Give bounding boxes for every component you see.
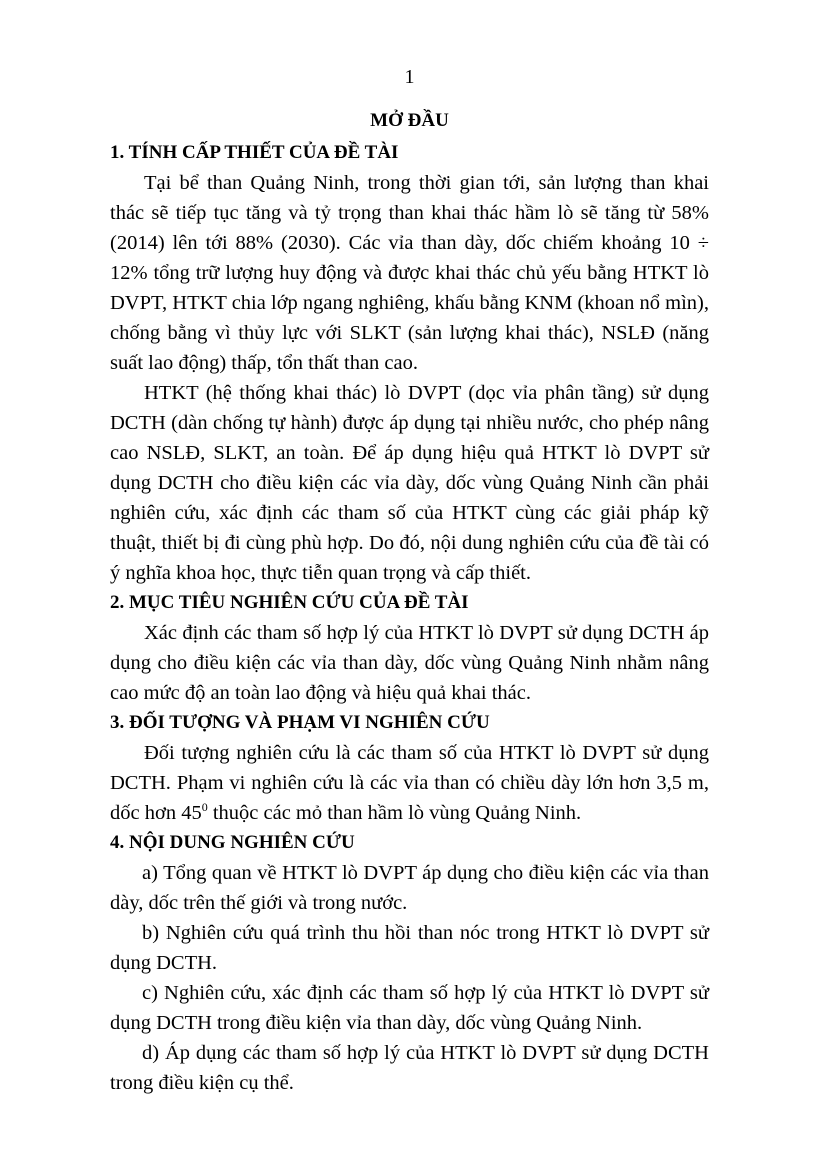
list-item: a) Tổng quan về HTKT lò DVPT áp dụng cho điều kiện các vỉa than dày, dốc trên thế giới và trong nước. [110,862,709,914]
list-item: b) Nghiên cứu quá trình thu hồi than nóc trong HTKT lò DVPT sử dụng DCTH. [110,922,709,974]
document-title: MỞ ĐẦU [370,110,449,131]
paragraph-text: Đối tượng nghiên cứu là các tham số của HTKT lò DVPT sử dụng DCTH. Phạm vi nghiên cứu là các vỉa than có chiều dày lớn hơn 3,5 m, dốc hơn 45 [110,742,709,824]
section-heading: 3. ĐỐI TƯỢNG VÀ PHẠM VI NGHIÊN CỨU [110,712,490,733]
list-item: d) Áp dụng các tham số hợp lý của HTKT lò DVPT sử dụng DCTH trong điều kiện cụ thể. [110,1042,709,1094]
section-objectives [110,588,709,708]
section-content [110,828,709,1098]
paragraph: Xác định các tham số hợp lý của HTKT lò DVPT sử dụng DCTH áp dụng cho điều kiện các vỉa than dày, dốc vùng Quảng Ninh nhằm nâng cao mức độ an toàn lao động và hiệu quả khai thác. [110,622,709,704]
degree-superscript: 0 [201,800,208,815]
paragraph-text: thuộc các mỏ than hầm lò vùng Quảng Ninh. [207,802,582,824]
section-heading: 1. TÍNH CẤP THIẾT CỦA ĐỀ TÀI [110,142,399,163]
paragraph: HTKT (hệ thống khai thác) lò DVPT (dọc vỉa phân tầng) sử dụng DCTH (dàn chống tự hành) được áp dụng tại nhiều nước, cho phép nâng cao NSLĐ, SLKT, an toàn. Để áp dụng hiệu quả HTKT lò DVPT sử dụng DCTH cho điều kiện các vỉa dày, dốc vùng Quảng Ninh cần phải nghiên cứu, xác định các tham số của HTKT cùng các giải pháp kỹ thuật, thiết bị đi cùng phù hợp. Do đó, nội dung nghiên cứu của đề tài có ý nghĩa khoa học, thực tiễn quan trọng và cấp thiết. [110,382,709,584]
paragraph [110,738,709,828]
section-heading: 2. MỤC TIÊU NGHIÊN CỨU CỦA ĐỀ TÀI [110,592,469,613]
page-number: 1 [404,66,415,88]
section-urgency [110,138,709,588]
section-heading: 4. NỘI DUNG NGHIÊN CỨU [110,832,355,853]
section-scope [110,708,709,828]
paragraph: Tại bể than Quảng Ninh, trong thời gian tới, sản lượng than khai thác sẽ tiếp tục tăng và tỷ trọng than khai thác hầm lò sẽ tăng từ 58% (2014) lên tới 88% (2030). Các vỉa than dày, dốc chiếm khoảng 10 ÷ 12% tổng trữ lượng huy động và được khai thác chủ yếu bằng HTKT lò DVPT, HTKT chia lớp ngang nghiêng, khấu bằng KNM (khoan nổ mìn), chống bằng vì thủy lực với SLKT (sản lượng khai thác), NSLĐ (năng suất lao động) thấp, tổn thất than cao. [110,172,709,374]
list-item: c) Nghiên cứu, xác định các tham số hợp lý của HTKT lò DVPT sử dụng DCTH trong điều kiện vỉa than dày, dốc vùng Quảng Ninh. [110,982,709,1034]
